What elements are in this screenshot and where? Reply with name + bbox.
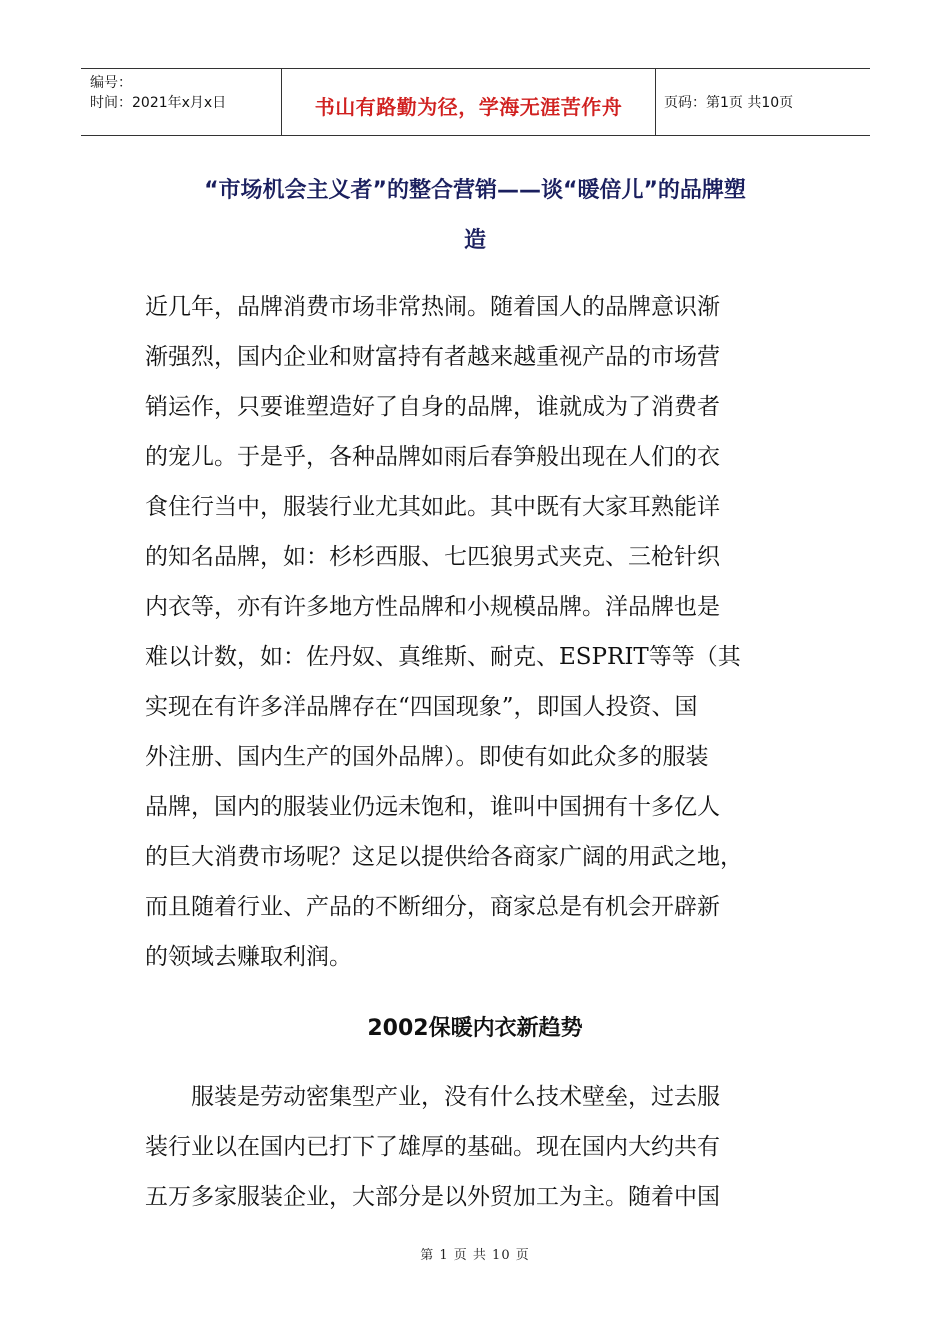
time-label: 时间：2021年x月x日	[90, 95, 227, 111]
number-label: 编号：	[90, 75, 132, 91]
text-line: 内衣等，亦有许多地方性品牌和小规模品牌。洋品牌也是	[145, 594, 720, 620]
section-heading: 2002保暖内衣新趋势	[367, 1016, 583, 1041]
header-page-cell	[656, 69, 870, 135]
page-footer: 第 1 页 共 10 页	[420, 1248, 530, 1263]
text-line: 实现在有许多洋品牌存在“四国现象”，即国人投资、国	[145, 694, 698, 720]
text-line: 装行业以在国内已打下了雄厚的基础。现在国内大约共有	[145, 1134, 720, 1160]
text-line: 的领域去赚取利润。	[145, 944, 352, 970]
paragraph-trend	[145, 1072, 805, 1222]
page-info: 页码：第1页 共10页	[664, 95, 794, 111]
text-line: 服装是劳动密集型产业，没有什么技术壁垒，过去服	[191, 1084, 720, 1110]
text-line: 品牌，国内的服装业仍远未饱和，谁叫中国拥有十多亿人	[145, 794, 720, 820]
text-line: 销运作，只要谁塑造好了自身的品牌，谁就成为了消费者	[145, 394, 720, 420]
header-meta-cell	[81, 69, 282, 135]
paragraph-intro	[145, 282, 805, 982]
motto-text: 书山有路勤为径，学海无涯苦作舟	[314, 94, 623, 119]
document-title	[145, 166, 805, 266]
text-line: 难以计数，如：佐丹奴、真维斯、耐克、ESPRIT等等（其	[145, 644, 741, 670]
title-line: “市场机会主义者”的整合营销——谈“暖倍儿”的品牌塑	[204, 178, 746, 203]
text-line: 近几年，品牌消费市场非常热闹。随着国人的品牌意识渐	[145, 294, 720, 320]
header-motto-cell	[282, 69, 656, 135]
header-table	[81, 68, 870, 136]
text-line: 食住行当中，服装行业尤其如此。其中既有大家耳熟能详	[145, 494, 720, 520]
text-line: 渐强烈，国内企业和财富持有者越来越重视产品的市场营	[145, 344, 720, 370]
text-line: 而且随着行业、产品的不断细分，商家总是有机会开辟新	[145, 894, 720, 920]
text-line: 的巨大消费市场呢？这足以提供给各商家广阔的用武之地，	[145, 844, 743, 870]
text-line: 五万多家服装企业，大部分是以外贸加工为主。随着中国	[145, 1184, 720, 1210]
text-line: 外注册、国内生产的国外品牌）。即使有如此众多的服装	[145, 744, 709, 770]
text-line: 的知名品牌，如：杉杉西服、七匹狼男式夹克、三枪针织	[145, 544, 720, 570]
text-line: 的宠儿。于是乎，各种品牌如雨后春笋般出现在人们的衣	[145, 444, 720, 470]
title-line: 造	[463, 228, 486, 253]
